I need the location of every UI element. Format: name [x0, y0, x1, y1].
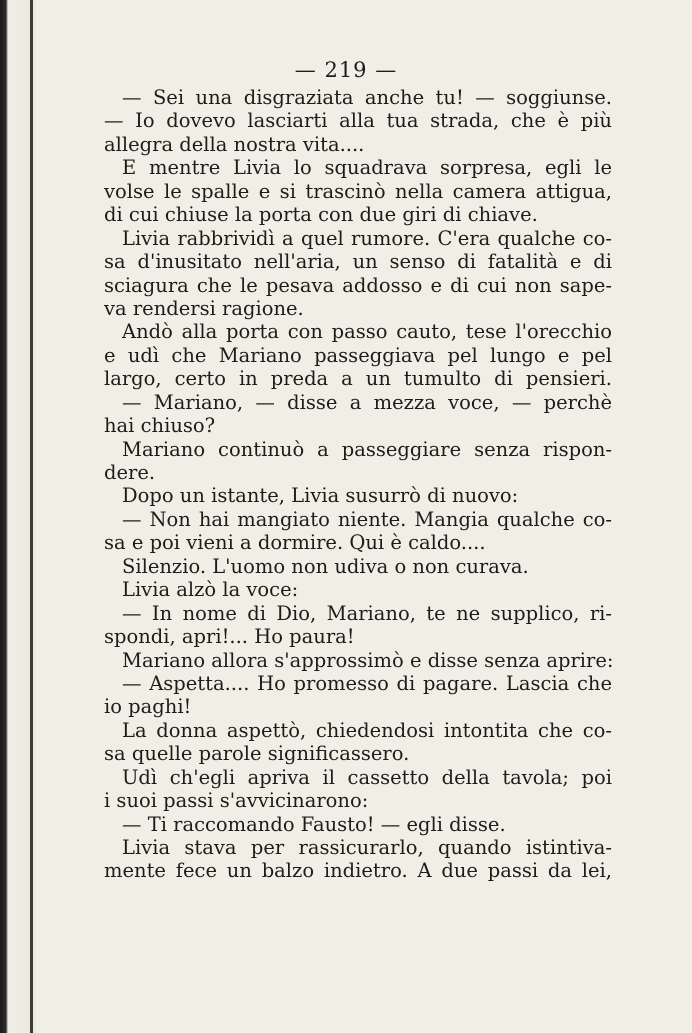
text-line: — Non hai mangiato niente. Mangia qualche co-: [122, 507, 612, 531]
text-line: — Mariano, — disse a mezza voce, — perchè: [122, 390, 612, 414]
text-line: Mariano continuò a passeggiare senza rispon-: [122, 437, 612, 461]
text-line: mente fece un balzo indietro. A due passi da lei,: [104, 859, 612, 883]
body-text: [104, 86, 612, 883]
text-line: spondi, apri!... Ho paura!: [104, 625, 355, 649]
book-binding-line: [30, 0, 33, 1033]
text-line: Silenzio. L'uomo non udiva o non curava.: [122, 554, 529, 578]
page-number: — 219 —: [294, 58, 398, 82]
text-line: hai chiuso?: [104, 414, 216, 438]
text-line: — Sei una disgraziata anche tu! — soggiunse.: [122, 86, 612, 109]
text-line: Livia stava per rassicurarlo, quando istintiva-: [122, 836, 612, 859]
text-line: sciagura che le pesava addosso e di cui non sape-: [104, 273, 612, 297]
text-line: Mariano allora s'approssimò e disse senza aprire:: [122, 648, 614, 672]
text-line: Livia rabbrividì a quel rumore. C'era qualche co-: [122, 226, 612, 250]
text-line: io paghi!: [104, 695, 192, 719]
text-line: Dopo un istante, Livia susurrò di nuovo:: [122, 484, 519, 508]
text-line: di cui chiuse la porta con due giri di chiave.: [104, 203, 538, 227]
text-line: sa e poi vieni a dormire. Qui è caldo....: [104, 531, 486, 555]
text-line: — Io dovevo lasciarti alla tua strada, che è più: [104, 109, 612, 133]
text-line: Udì ch'egli apriva il cassetto della tavola; poi: [122, 765, 612, 789]
text-line: La donna aspettò, chiedendosi intontita che co-: [122, 718, 612, 742]
text-line: — In nome di Dio, Mariano, te ne supplico, ri-: [122, 601, 612, 625]
text-line: e udì che Mariano passeggiava pel lungo e pel: [104, 343, 612, 367]
text-line: i suoi passi s'avvicinarono:: [104, 789, 369, 813]
text-line: sa d'inusitato nell'aria, un senso di fatalità e di: [104, 250, 612, 274]
text-line: — Ti raccomando Fausto! — egli disse.: [122, 812, 506, 836]
text-line: sa quelle parole significassero.: [104, 742, 410, 766]
text-line: volse le spalle e si trascinò nella camera attigua,: [104, 179, 612, 203]
text-line: E mentre Livia lo squadrava sorpresa, egli le: [122, 156, 612, 180]
text-line: Livia alzò la voce:: [122, 578, 299, 602]
text-line: va rendersi ragione.: [104, 296, 304, 320]
text-line: Andò alla porta con passo cauto, tese l'orecchio: [122, 320, 612, 344]
text-line: dere.: [104, 461, 156, 484]
text-line: — Aspetta.... Ho promesso di pagare. Lascia che: [122, 671, 612, 695]
text-line: allegra della nostra vita....: [104, 132, 365, 156]
text-line: largo, certo in preda a un tumulto di pensieri.: [104, 367, 612, 391]
